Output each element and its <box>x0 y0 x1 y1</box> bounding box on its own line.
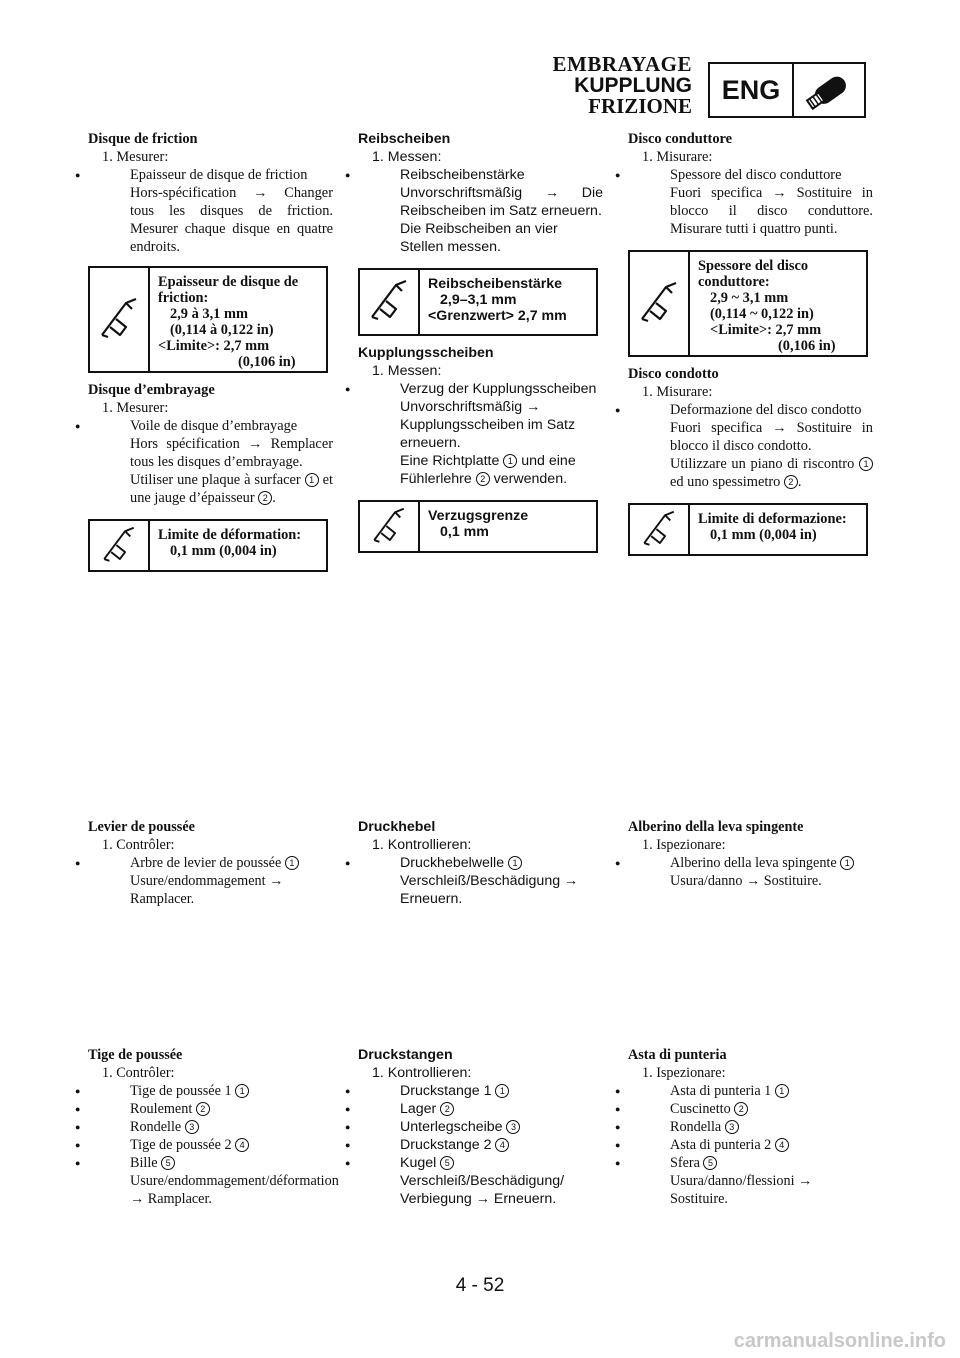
it-friction-spec-value: 2,9 ~ 3,1 mm <box>710 290 789 306</box>
fr-friction-spec-value-in: (0,114 à 0,122 in) <box>170 322 274 338</box>
de-clutch-step: 1. Messen: <box>372 363 442 379</box>
section-titles <box>553 54 692 117</box>
it-lever-bullet: ● Alberino della leva spingente 1 <box>628 854 873 872</box>
callout-2: 2 <box>258 491 272 505</box>
callout-1: 1 <box>508 856 522 870</box>
de-rod-item: ● Druckstange 2 4 <box>358 1136 603 1154</box>
fr-clutch-bullet: ● Voile de disque d’embrayage <box>88 417 333 435</box>
callout-3: 3 <box>185 1120 199 1134</box>
fr-friction-spec-box <box>88 266 328 373</box>
callout-1: 1 <box>775 1084 789 1098</box>
it-clutch-bullet: ● Deformazione del disco condotto <box>628 401 873 419</box>
de-clutch-tools: Eine Richtplatte 1 und eine Fühlerlehre 2 verwenden. <box>400 453 576 487</box>
it-friction-body: Fuori specifica → Sostituire in blocco il disco conduttore. Misurare tutti i quattro punti. <box>670 185 873 237</box>
title-it: FRIZIONE <box>588 94 692 118</box>
fr-rod-title: Tige de poussée <box>88 1047 183 1063</box>
de-clutch-spec-title: Verzugsgrenze <box>428 508 529 524</box>
it-friction-spec-limit: <Limite>: 2,7 mm <box>710 322 822 338</box>
caliper-icon <box>90 521 150 570</box>
de-lever-section <box>358 818 603 908</box>
de-lever-bullet: ● Druckhebelwelle 1 <box>358 854 603 872</box>
fr-rod-section <box>88 1046 339 1208</box>
it-rod-item: ● Cuscinetto 2 <box>628 1100 873 1118</box>
it-rod-item: ● Rondella 3 <box>628 1118 873 1136</box>
callout-1: 1 <box>859 457 873 471</box>
it-friction-spec-value-in: (0,114 ~ 0,122 in) <box>710 306 814 322</box>
callout-4: 4 <box>775 1138 789 1152</box>
caliper-icon <box>360 502 420 551</box>
it-rod-step: 1. Ispezionare: <box>642 1065 726 1081</box>
callout-3: 3 <box>725 1120 739 1134</box>
it-clutch-step: 1. Misurare: <box>642 384 713 400</box>
fr-friction-spec-title: Epaisseur de disque de friction: <box>158 274 299 306</box>
it-lever-step: 1. Ispezionare: <box>642 837 726 853</box>
fr-lever-title: Levier de poussée <box>88 819 195 835</box>
fr-clutch-step: 1. Mesurer: <box>102 400 169 416</box>
callout-5: 5 <box>161 1156 175 1170</box>
fr-lever-body: Usure/endommagement → Ramplacer. <box>130 873 284 907</box>
callout-1: 1 <box>235 1084 249 1098</box>
fr-lever-step: 1. Contrôler: <box>102 837 175 853</box>
it-clutch-spec-value: 0,1 mm (0,004 in) <box>710 527 817 543</box>
title-de: KUPPLUNG <box>574 74 692 97</box>
de-friction-bullet: ● Reibscheibenstärke <box>358 166 603 184</box>
caliper-icon <box>630 505 690 554</box>
de-friction-spec-title: Reibscheibenstärke <box>428 276 563 292</box>
de-friction-body2: Die Reibscheiben an vier Stellen messen. <box>400 221 558 255</box>
de-clutch-spec-box <box>358 500 598 553</box>
callout-2: 2 <box>734 1102 748 1116</box>
fr-clutch-spec-box <box>88 519 328 572</box>
it-lever-body: Usura/danno → Sostituire. <box>670 873 822 889</box>
callout-3: 3 <box>506 1120 520 1134</box>
fr-rod-step: 1. Contrôler: <box>102 1065 175 1081</box>
de-lever-body: Verschleiß/Beschädigung → Erneuern. <box>400 873 579 907</box>
it-clutch-body: Fuori specifica → Sostituire in blocco il disco condotto. <box>670 420 873 454</box>
it-rod-title: Asta di punteria <box>628 1047 727 1063</box>
fr-rod-body: Usure/endommagement/déformation → Ramplacer. <box>130 1173 339 1207</box>
fr-friction-spec-limit: <Limite>: 2,7 mm <box>158 338 270 354</box>
callout-4: 4 <box>495 1138 509 1152</box>
de-friction-step: 1. Messen: <box>372 149 442 165</box>
chapter-tab <box>708 62 866 118</box>
de-friction-spec-limit: <Grenzwert> 2,7 mm <box>428 308 567 324</box>
callout-2: 2 <box>476 472 490 486</box>
callout-1: 1 <box>840 856 854 870</box>
it-friction-spec-box <box>628 250 868 357</box>
de-clutch-body: Unvorschriftsmäßig → Kupplungsscheiben im Satz erneuern. <box>400 399 576 451</box>
callout-1: 1 <box>495 1084 509 1098</box>
it-lever-title: Alberino della leva spingente <box>628 819 804 835</box>
chapter-tab-label: ENG <box>710 64 794 116</box>
callout-2: 2 <box>196 1102 210 1116</box>
fr-rod-item: ● Rondelle 3 <box>88 1118 333 1136</box>
fr-rod-item: ● Tige de poussée 1 1 <box>88 1082 333 1100</box>
fr-clutch-title: Disque d’embrayage <box>88 382 215 398</box>
it-clutch-tools: Utilizzare un piano di riscontro 1 ed uno spessimetro 2 . <box>628 455 873 491</box>
de-friction-title: Reibscheiben <box>358 131 451 147</box>
de-clutch-spec-value: 0,1 mm <box>440 524 489 540</box>
title-fr: EMBRAYAGE <box>552 52 692 76</box>
de-rod-step: 1. Kontrollieren: <box>372 1065 472 1081</box>
de-rod-body: Verschleiß/Beschädigung/ Verbiegung → Erneuern. <box>400 1173 565 1207</box>
fr-clutch-tools: Utiliser une plaque à surfacer 1 et une jauge d’épaisseur 2 . <box>130 472 333 506</box>
callout-5: 5 <box>703 1156 717 1170</box>
it-clutch-title: Disco condotto <box>628 366 719 382</box>
callout-1: 1 <box>285 856 299 870</box>
fr-clutch-body: Hors spécification → Remplacer tous les disques d’embrayage. <box>130 436 333 470</box>
fr-lever-bullet: ● Arbre de levier de poussée 1 <box>88 854 333 872</box>
it-friction-spec-title: Spessore del disco conduttore: <box>698 258 809 290</box>
caliper-icon <box>630 252 690 355</box>
fr-rod-item: ● Bille 5 <box>88 1154 333 1172</box>
de-lever-step: 1. Kontrollieren: <box>372 837 472 853</box>
it-rod-body: Usura/danno/flessioni → Sostituire. <box>670 1173 813 1207</box>
callout-1: 1 <box>503 454 517 468</box>
fr-friction-spec-value: 2,9 à 3,1 mm <box>170 306 248 322</box>
it-rod-item: ● Asta di punteria 1 1 <box>628 1082 873 1100</box>
column-it-measure <box>628 130 873 564</box>
de-rod-section <box>358 1046 603 1208</box>
callout-2: 2 <box>784 475 798 489</box>
de-friction-spec-box <box>358 268 598 336</box>
fr-clutch-spec-title: Limite de déformation: <box>158 527 302 543</box>
callout-1: 1 <box>305 473 319 487</box>
it-friction-bullet: ● Spessore del disco conduttore <box>628 166 873 184</box>
de-friction-body: Unvorschriftsmäßig → Die Reibscheiben im Satz erneuern. <box>400 185 603 219</box>
fr-rod-item: ● Roulement 2 <box>88 1100 333 1118</box>
caliper-icon <box>90 268 150 371</box>
it-rod-item: ● Sfera 5 <box>628 1154 873 1172</box>
de-rod-item: ● Unterlegscheibe 3 <box>358 1118 603 1136</box>
de-lever-title: Druckhebel <box>358 819 436 835</box>
engine-piston-icon <box>794 64 864 116</box>
fr-friction-title: Disque de friction <box>88 131 198 147</box>
it-clutch-spec-box <box>628 503 868 556</box>
callout-4: 4 <box>235 1138 249 1152</box>
de-rod-item: ● Kugel 5 <box>358 1154 603 1172</box>
it-rod-item: ● Asta di punteria 2 4 <box>628 1136 873 1154</box>
fr-friction-body: Hors-spécification → Changer tous les disques de friction. Mesurer chaque disque en quatre endroits. <box>130 185 333 255</box>
de-clutch-title: Kupplungsscheiben <box>358 345 494 361</box>
caliper-icon <box>360 270 420 334</box>
it-rod-section <box>628 1046 873 1208</box>
fr-friction-step: 1. Mesurer: <box>102 149 169 165</box>
column-fr-measure <box>88 130 333 580</box>
callout-2: 2 <box>440 1102 454 1116</box>
it-clutch-spec-title: Limite di deformazione: <box>698 511 847 527</box>
fr-friction-bullet: ● Epaisseur de disque de friction <box>88 166 333 184</box>
fr-lever-section <box>88 818 333 908</box>
page-number: 4 - 52 <box>455 1275 505 1296</box>
de-rod-title: Druckstangen <box>358 1047 453 1063</box>
it-friction-title: Disco conduttore <box>628 131 733 147</box>
de-clutch-bullet: ● Verzug der Kupplungsscheiben <box>358 380 603 398</box>
fr-friction-spec-limit-in: (0,106 in) <box>238 354 296 370</box>
de-rod-item: ● Druckstange 1 1 <box>358 1082 603 1100</box>
fr-rod-item: ● Tige de poussée 2 4 <box>88 1136 333 1154</box>
watermark: carmanualsonline.info <box>733 1330 946 1352</box>
de-friction-spec-value: 2,9–3,1 mm <box>440 292 517 308</box>
it-friction-spec-limit-in: (0,106 in) <box>778 338 836 354</box>
it-friction-step: 1. Misurare: <box>642 149 713 165</box>
de-rod-item: ● Lager 2 <box>358 1100 603 1118</box>
fr-clutch-spec-value: 0,1 mm (0,004 in) <box>170 543 277 559</box>
column-de-measure <box>358 130 603 561</box>
callout-5: 5 <box>440 1156 454 1170</box>
it-lever-section <box>628 818 873 890</box>
